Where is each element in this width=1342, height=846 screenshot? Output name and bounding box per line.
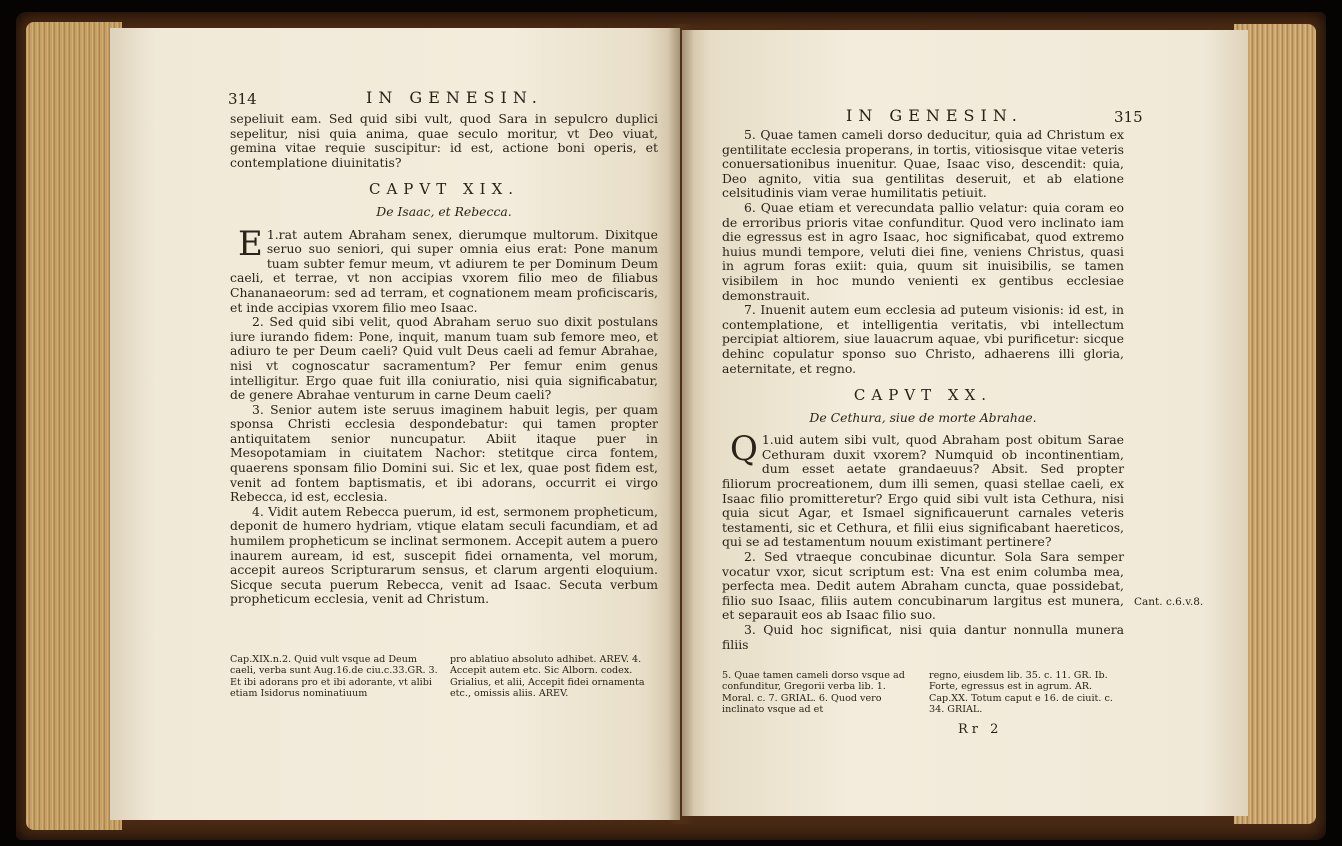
paragraph-1-xx	[722, 429, 1124, 550]
right-page-number: 315	[1114, 108, 1143, 126]
paragraph-text: rat autem Abraham senex, dierumque multorum. Dixitque seruo suo seniori, qui super omnia eius erat: Pone manum tuam subter femur meum, vt adiurem te per Dominum Deum caeli, et terrae, vt non accipias vxorem filio meo de filiabus Chananaeorum: sed ad terram, et cognationem meam proficiscaris, et inde accipias vxorem filio meo Isaac.	[230, 226, 658, 315]
left-running-head: IN GENESIN.	[366, 88, 543, 107]
paragraph-6: 6. Quae etiam et verecundata pallio velatur: quia coram eo de erroribus prioris vitae confunditur. Quod vero inclinato iam die egressus est in agro Isaac, hoc significabat, quod extremo huius mundi tempore, veluti diei fine, veniens Christus, quasi in agrum foras exiit: quia, quum sit inuisibilis, se tamen visibilem in hoc mundo venienti ex gentibus ecclesiae demonstrauit.	[722, 199, 1124, 303]
paragraph-number: 1.	[761, 432, 774, 448]
paragraph-2-xx: 2. Sed vtraeque concubinae dicuntur. Sola Sara semper vocatur vxor, sicut scriptum est: Vna est enim columba mea, perfecta mea. Dedit autem Abraham cuncta, quae possidebat, filio suo Isaac, filiis autem concubinarum largitus est munera, et separauit eos ab Isaac filio suo.	[722, 549, 1124, 623]
right-footnotes	[722, 670, 1124, 716]
top-paragraph: sepeliuit eam. Sed quid sibi vult, quod Sara in sepulcro duplici sepelitur, nisi quia anima, quae seculo moritur, vt Deo viuat, gemina vitae requie suscipitur: id est, actione boni operis, et contemplatione diuinitatis?	[230, 111, 658, 170]
paragraph-3: 3. Senior autem iste seruus imaginem habuit legis, per quam sponsa Christi ecclesia despondebatur: qui tamen propter antiquitatem senior nuncupatur. Abiit itaque puer in Mesopotamiam in ciuitatem Nachor: stetitque circa fontem, quaerens sponsam filio Domini sui. Sic et lex, quae post fidem est, venit ad fontem baptismatis, et ibi adorans, occurrit ei virgo Rebecca, id est, ecclesia.	[230, 401, 658, 505]
left-footnotes	[230, 654, 658, 700]
right-running-head: IN GENESIN.	[846, 106, 1023, 125]
left-page-body	[230, 112, 658, 607]
chapter-title-xx: CAPVT XX.	[853, 386, 993, 405]
drop-cap: E	[238, 223, 263, 264]
paragraph-3-xx: 3. Quid hoc significat, nisi quia dantur nonnulla munera filiis	[722, 622, 1124, 652]
footnote-column-1: Cap.XIX.n.2. Quid vult vsque ad Deum caeli, verba sunt Aug.16.de ciu.c.33.GR. 3. Et ibi adorans pro et ibi adorante, vt alibi etiam Isidorus nominatiuum	[230, 654, 438, 700]
page-edges-left	[26, 22, 122, 830]
paragraph-1	[230, 223, 658, 316]
footnote-column-2: regno, eiusdem lib. 35. c. 11. GR. Ib. Forte, egressus est in agrum. AR. Cap.XX. Totum caput e 16. de ciuit. c. 34. GRIAL.	[929, 670, 1113, 716]
chapter-subtitle-xx: De Cethura, siue de morte Abrahae.	[809, 409, 1037, 425]
left-page	[110, 28, 680, 820]
chapter-title-xix: CAPVT XIX.	[368, 180, 520, 199]
paragraph-text: uid autem sibi vult, quod Abraham post obitum Sarae Cethuram duxit vxorem? Numquid ob incontinentiam, dum esset aetate grandaeuus? Absit. Sed propter filiorum procreationem, dum illi semen, quasi stellae caeli, ex Isaac filio promitteretur? Ergo quid sibi vult ista Cethura, nisi quia sicut Agar, et Ismael significauerunt carnales veteris testamenti, sic et Cethura, et filii eius significabant haereticos, qui se ad testamentum nouum existimant pertinere?	[722, 432, 1124, 550]
paragraph-5: 5. Quae tamen cameli dorso deducitur, quia ad Christum ex gentilitate ecclesia properans, in tortis, vitiosisque vitae veteris conuersationibus inuenitur. Quae, Isaac viso, descendit: quia, Deo agnito, vitia sua gentilitas deseruit, et ab elatione celsitudinis viam verae humilitatis petiuit.	[722, 127, 1124, 201]
paragraph-7: 7. Inuenit autem eum ecclesia ad puteum visionis: id est, in contemplatione, et intelligentia veritatis, vbi intellectum percipiat altiorem, siue lauacrum aquae, vbi purificetur: sicque dehinc copulatur sponso suo Christo, adhaerens illi gloria, aeternitate, et regno.	[722, 302, 1124, 376]
chapter-subtitle-xix: De Isaac, et Rebecca.	[376, 203, 512, 219]
signature-mark: Rr 2	[958, 722, 1003, 737]
paragraph-2: 2. Sed quid sibi velit, quod Abraham seruo suo dixit postulans iure iurando fidem: Pone, inquit, manum tuam sub femore meo, et adiuro te per Deum caeli? Quid vult Deus caeli ad femur Abrahae, nisi vt cognoscatur sacramentum? Per femur enim genus intelligitur. Ergo quae fuit illa coniuratio, nisi quia significabatur, de genere Abrahae venturum in carne Deum caeli?	[230, 314, 658, 403]
margin-note: Cant. c.6.v.8.	[1134, 596, 1204, 608]
right-page	[682, 30, 1248, 816]
paragraph-number: 1.	[266, 226, 279, 242]
right-page-body	[722, 128, 1124, 652]
footnote-column-2: pro ablatiuo absoluto adhibet. AREV. 4. Accepit autem etc. Sic Alborn. codex. Grialius, et alii, Accepit fidei ornamenta etc., omissis aliis. AREV.	[450, 654, 645, 700]
left-page-number: 314	[228, 90, 257, 108]
footnote-column-1: 5. Quae tamen cameli dorso vsque ad confunditur, Gregorii verba lib. 1. Moral. c. 7. GRIAL. 6. Quod vero inclinato vsque ad et	[722, 670, 905, 716]
book-gutter	[668, 24, 694, 824]
paragraph-4: 4. Vidit autem Rebecca puerum, id est, sermonem propheticum, deponit de humero hydriam, vtique elatam seculi facundiam, et ad humilem propheticum se inclinat sermonem. Accepit autem a puero inaurem auream, id est, suscepit fidei ornamenta, vel morum, accepit aureos Scripturarum sensus, et clarum argenti eloquium. Sicque secuta puerum Rebecca, venit ad Isaac. Secuta verbum propheticum ecclesia, venit ad Christum.	[230, 503, 658, 607]
drop-cap: Q	[730, 429, 758, 470]
